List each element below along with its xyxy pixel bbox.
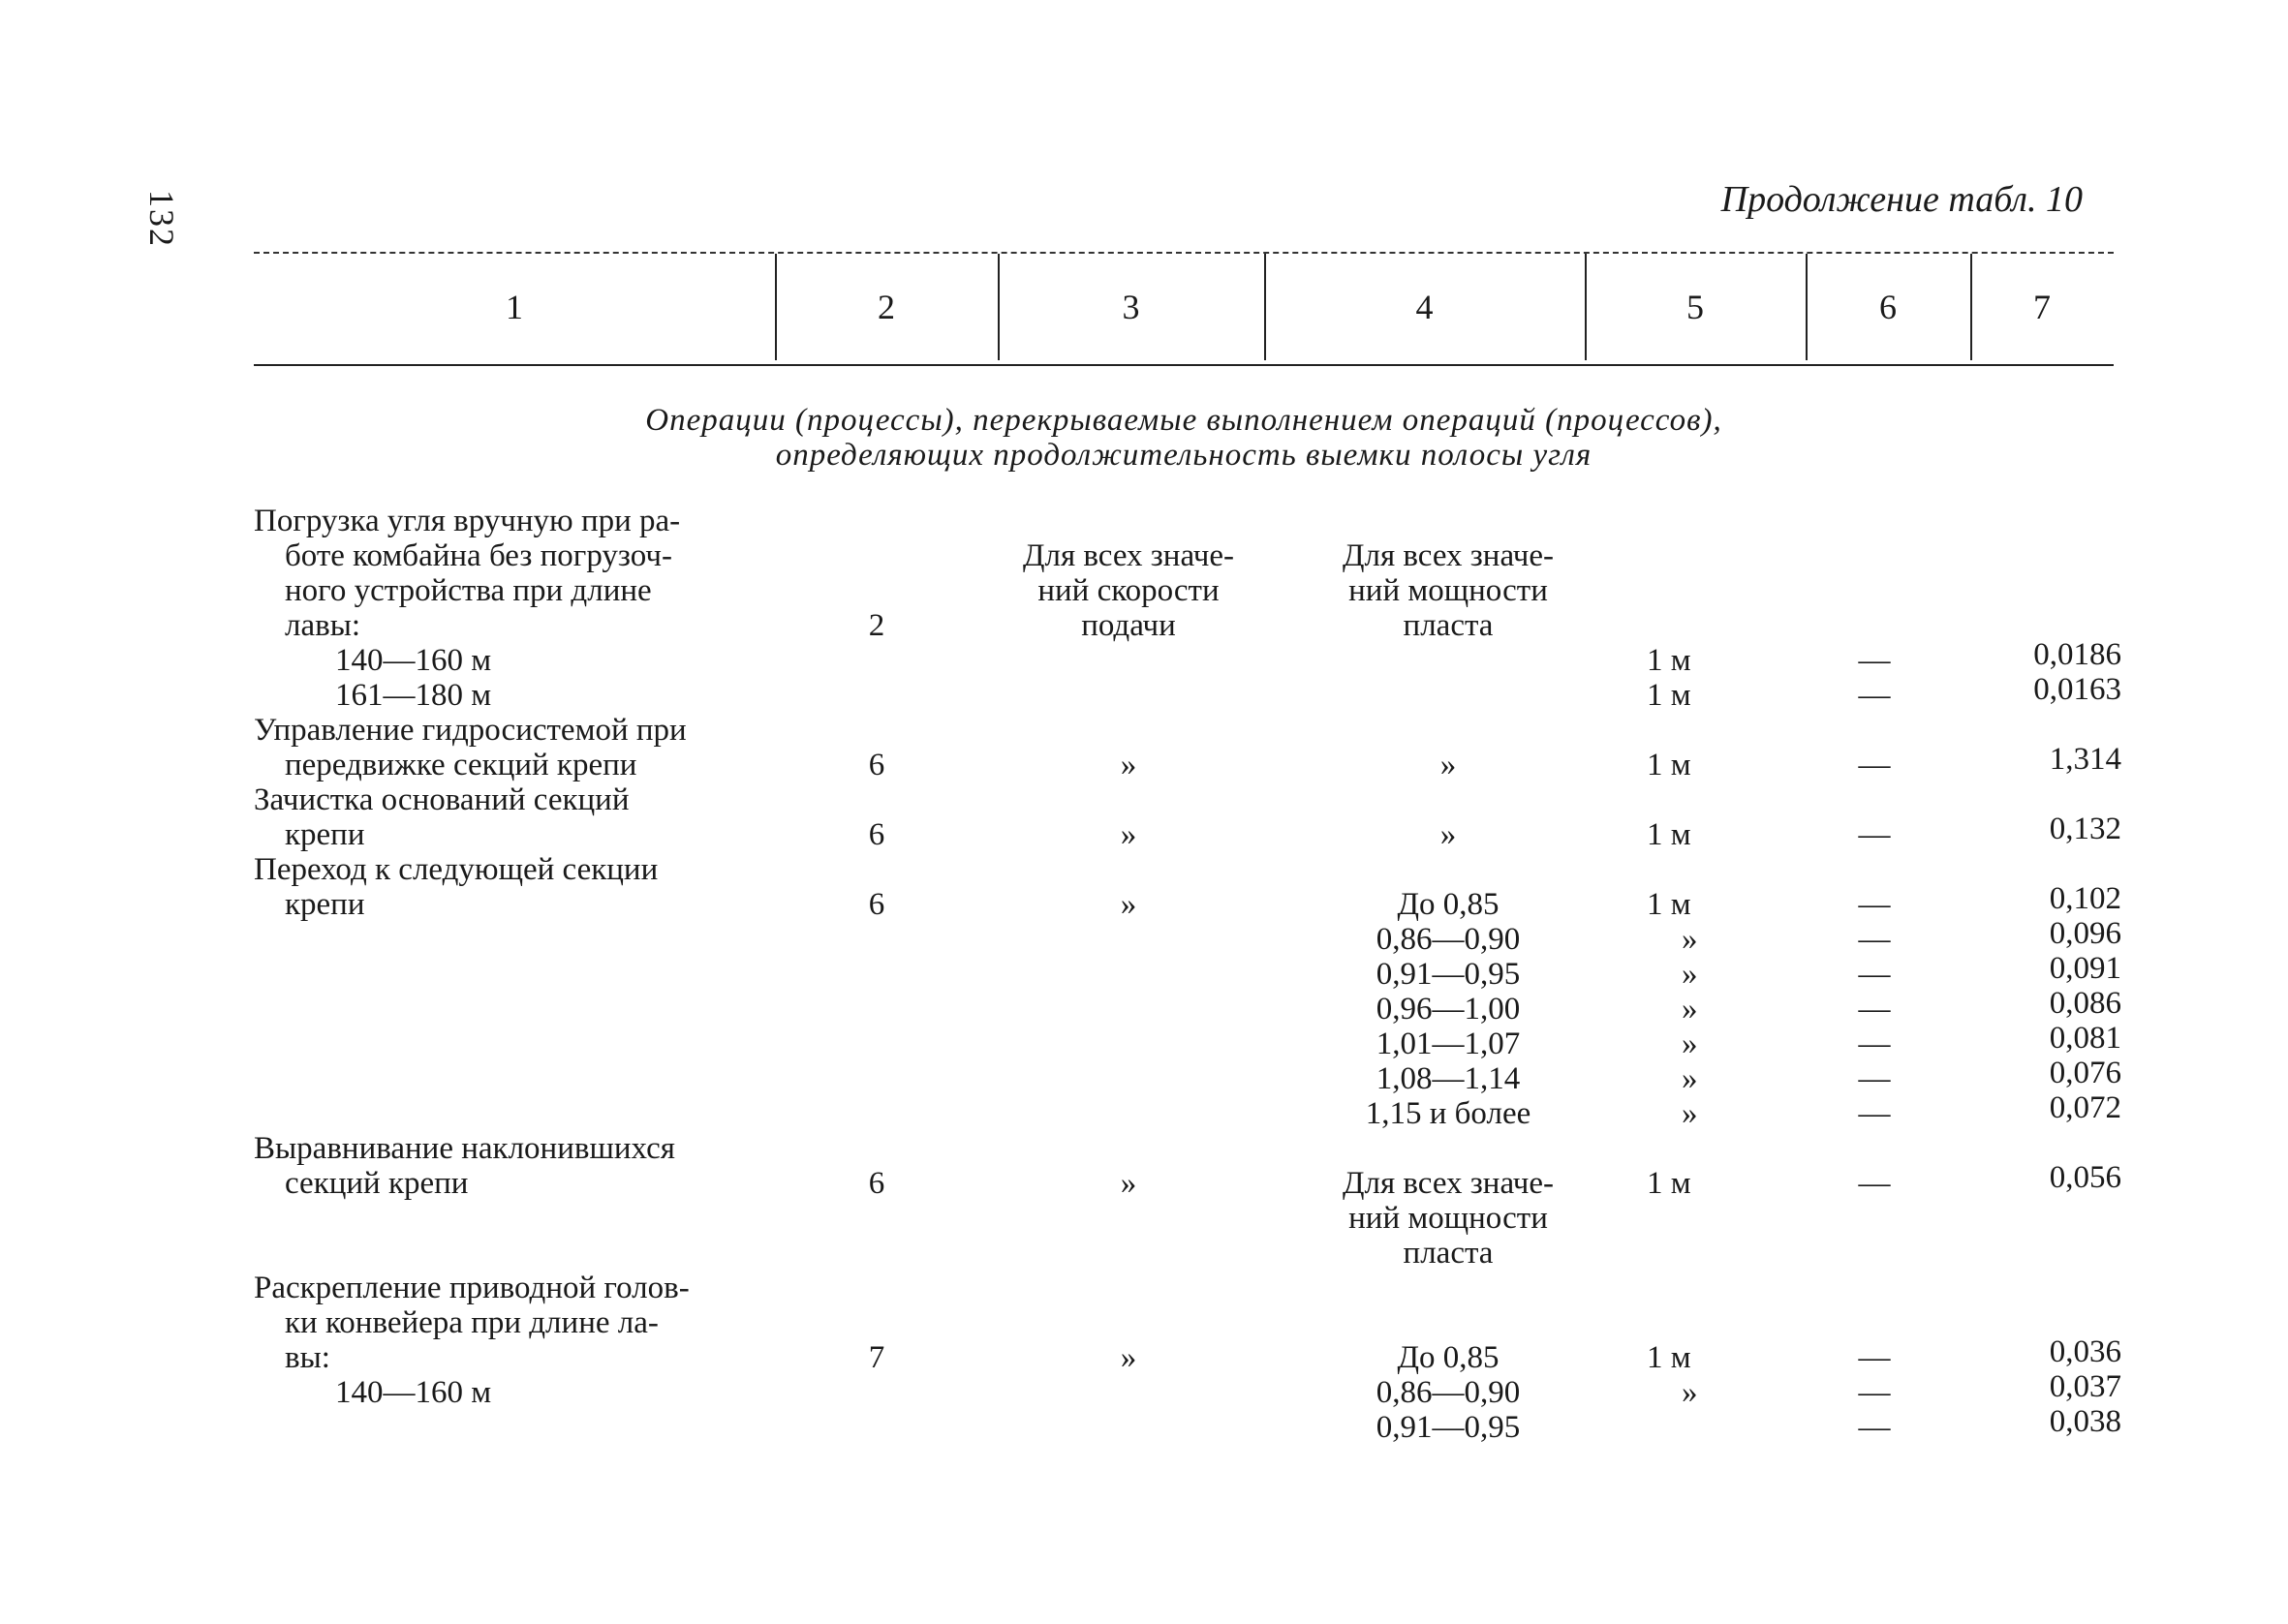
feed-speed-condition: » bbox=[1120, 1166, 1137, 1201]
norm-column-2: 6 bbox=[868, 817, 885, 852]
unit: 1 м bbox=[1647, 748, 1691, 782]
header-bottom-rule bbox=[254, 364, 2114, 366]
norm-column-2: 6 bbox=[868, 887, 885, 922]
time-norm: 0,0186 0,0163 bbox=[2033, 637, 2121, 707]
norm-column-2: 2 bbox=[868, 608, 885, 643]
unit: 1 м » » » » » » bbox=[1647, 887, 1698, 1131]
column-6-value: — — bbox=[1858, 643, 1891, 713]
norm-column-2: 6 bbox=[868, 1166, 885, 1201]
unit: 1 м bbox=[1647, 1166, 1691, 1201]
seam-thickness-condition: До 0,85 0,86—0,90 0,91—0,95 bbox=[1376, 1340, 1521, 1445]
time-norm: 0,036 0,037 0,038 bbox=[2049, 1334, 2121, 1439]
column-6-value: — — — bbox=[1858, 1340, 1891, 1445]
feed-speed-condition: » bbox=[1120, 887, 1137, 922]
page-number: 132 bbox=[142, 190, 181, 248]
column-header-3: 3 bbox=[1122, 288, 1140, 326]
section-title: Операции (процессы), перекрываемые выполнением операций (процессов), определяющих продолжительность выемки полосы угля bbox=[645, 403, 1722, 473]
column-header-1: 1 bbox=[506, 288, 523, 326]
column-6-value: — bbox=[1858, 1166, 1891, 1201]
column-header-6: 6 bbox=[1879, 288, 1897, 326]
column-header-4: 4 bbox=[1415, 288, 1434, 326]
operation-name: Выравнивание наклонившихся секций крепи bbox=[254, 1131, 675, 1201]
time-norm: 1,314 bbox=[2049, 742, 2121, 777]
unit: 1 м bbox=[1647, 817, 1691, 852]
unit: 1 м 1 м bbox=[1647, 643, 1691, 713]
column-header-5: 5 bbox=[1686, 288, 1704, 326]
operation-name: Переход к следующей секции крепи bbox=[254, 852, 659, 922]
norm-column-2: 7 bbox=[868, 1340, 885, 1375]
column-6-value: — bbox=[1858, 817, 1891, 852]
column-6-value: — bbox=[1858, 748, 1891, 782]
table-continuation-caption: Продолжение табл. 10 bbox=[1720, 179, 2083, 220]
operation-name: Раскрепление приводной голов- ки конвейера при длине ла- вы: 140—160 м bbox=[254, 1271, 690, 1410]
seam-thickness-condition: До 0,85 0,86—0,90 0,91—0,95 0,96—1,00 1,01—1,07 1,08—1,14 1,15 и более bbox=[1365, 887, 1531, 1131]
feed-speed-condition: » bbox=[1120, 748, 1137, 782]
norm-column-2: 6 bbox=[868, 748, 885, 782]
column-6-value: — — — — — — — bbox=[1858, 887, 1891, 1131]
time-norm: 0,056 bbox=[2049, 1160, 2121, 1195]
feed-speed-condition: Для всех значе- ний скорости подачи bbox=[1022, 538, 1235, 643]
operation-name: Зачистка оснований секций крепи bbox=[254, 782, 630, 852]
seam-thickness-condition: » bbox=[1439, 748, 1457, 782]
seam-thickness-condition: Для всех значе- ний мощности пласта bbox=[1342, 538, 1555, 643]
feed-speed-condition: » bbox=[1120, 817, 1137, 852]
operation-name: Погрузка угля вручную при ра- боте комбайна без погрузоч- ного устройства при длине лавы: 140—160 м 161—180 м bbox=[254, 504, 681, 713]
time-norm: 0,102 0,096 0,091 0,086 0,081 0,076 0,072 bbox=[2049, 881, 2121, 1125]
feed-speed-condition: » bbox=[1120, 1340, 1137, 1375]
time-norm: 0,132 bbox=[2049, 812, 2121, 846]
column-header-7: 7 bbox=[2033, 288, 2051, 326]
unit: 1 м » bbox=[1647, 1340, 1698, 1410]
operation-name: Управление гидросистемой при передвижке секций крепи bbox=[254, 713, 687, 782]
seam-thickness-condition: » bbox=[1439, 817, 1457, 852]
seam-thickness-condition: Для всех значе- ний мощности пласта bbox=[1342, 1166, 1555, 1271]
column-header-2: 2 bbox=[878, 288, 895, 326]
